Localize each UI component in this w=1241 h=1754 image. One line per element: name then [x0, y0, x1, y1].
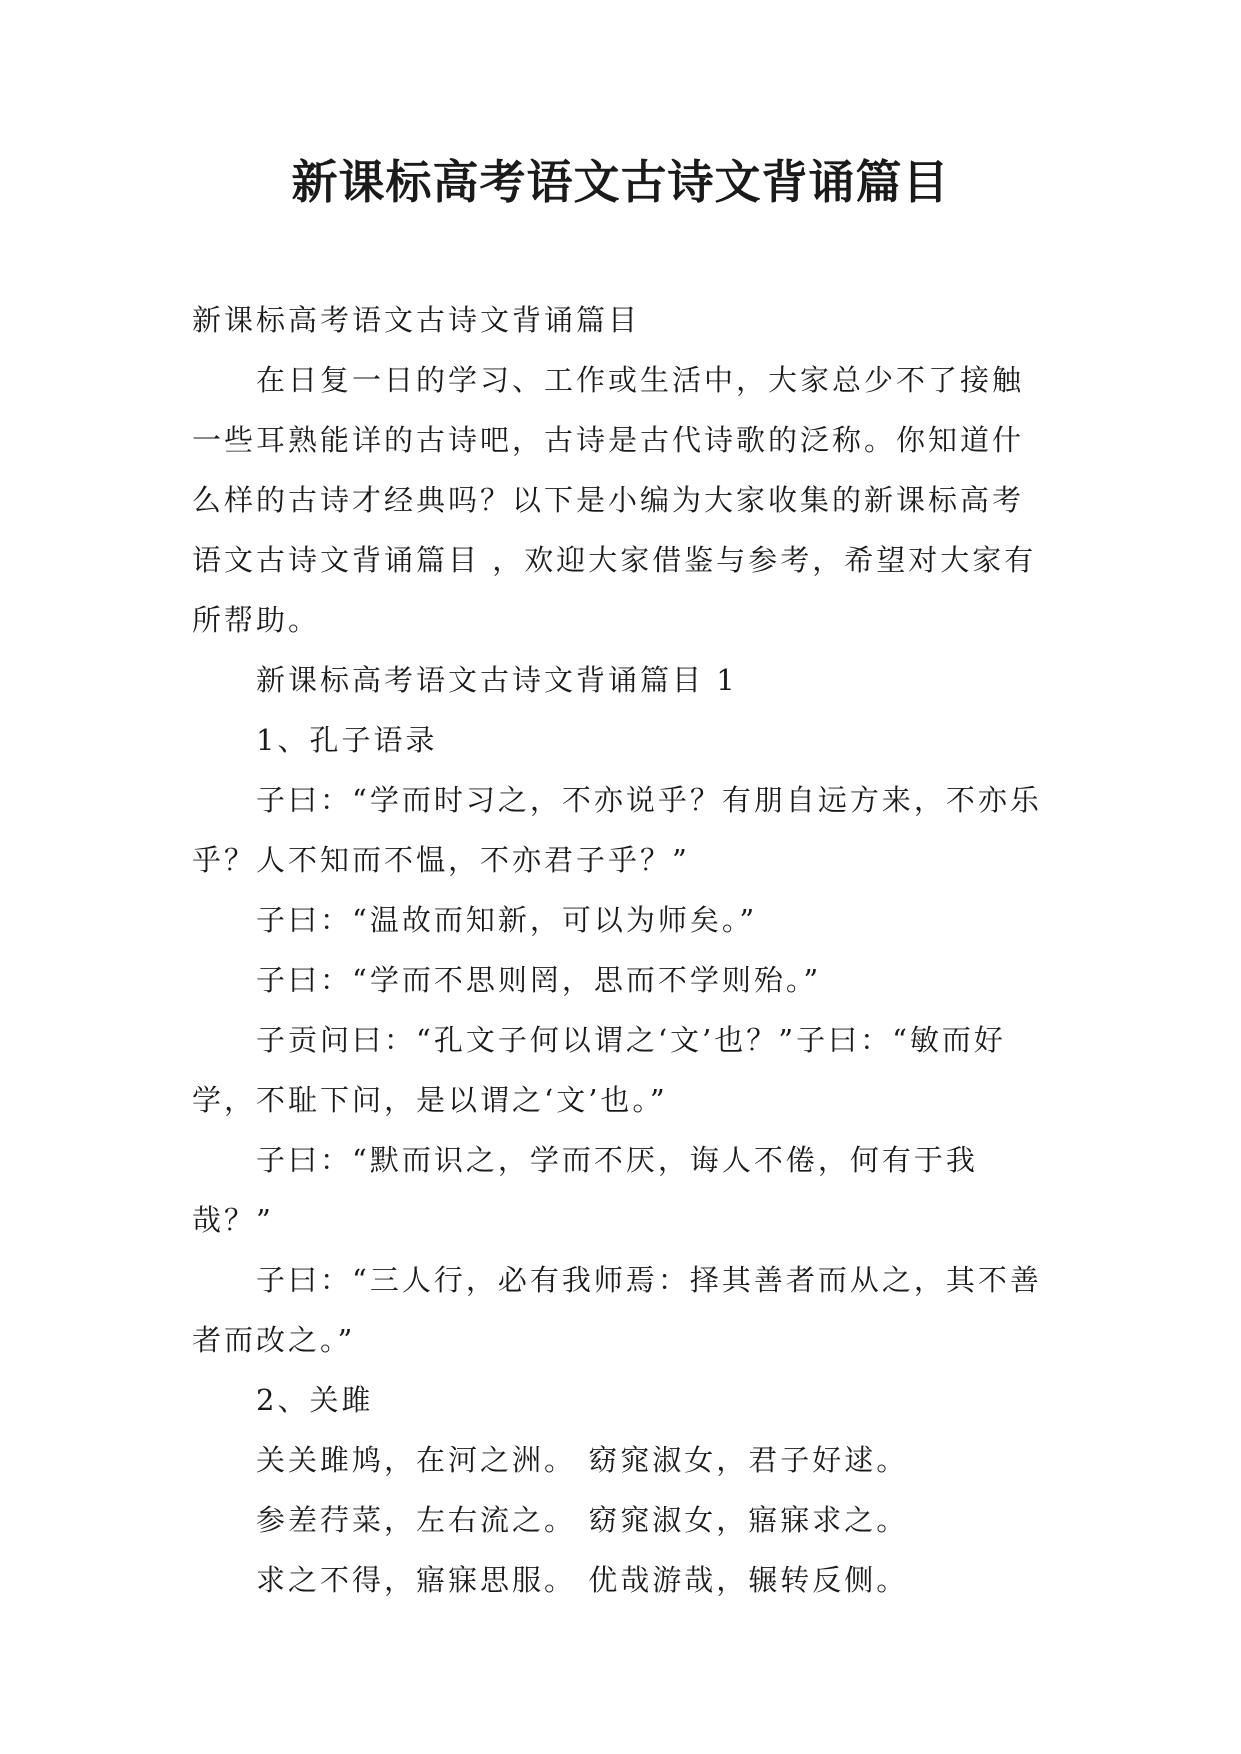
quote-paragraph: 子曰：“三人行，必有我师焉：择其善者而从之，其不善者而改之。”	[192, 1263, 1042, 1357]
item-heading-confucius: 1、孔子语录	[256, 723, 438, 757]
poem-line: 参差荇菜，左右流之。 窈窕淑女，寤寐求之。	[256, 1503, 909, 1537]
quote-paragraph: 子贡问曰：“孔文子何以谓之‘文’也？”子曰：“敏而好学，不耻下问，是以谓之‘文’也。”	[192, 1023, 1006, 1117]
quote-paragraph: 子曰：“学而不思则罔，思而不学则殆。”	[256, 963, 822, 997]
quote-paragraph: 子曰：“默而识之，学而不厌，诲人不倦，何有于我哉？”	[192, 1143, 978, 1237]
item-heading-guanju: 2、关雎	[256, 1383, 374, 1417]
intro-paragraph: 在日复一日的学习、工作或生活中，大家总少不了接触一些耳熟能详的古诗吧，古诗是古代诗歌的泛称。你知道什么样的古诗才经典吗？以下是小编为大家收集的新课标高考语文古诗文背诵篇目 ，欢迎大家借鉴与参考，希望对大家有所帮助。	[192, 363, 1037, 637]
quote-paragraph: 子曰：“温故而知新，可以为师矣。”	[256, 903, 758, 937]
document-body	[192, 290, 1052, 1610]
document-title: 新课标高考语文古诗文背诵篇目	[291, 155, 950, 209]
section-heading: 新课标高考语文古诗文背诵篇目 1	[256, 663, 738, 697]
poem-line: 关关雎鸠，在河之洲。 窈窕淑女，君子好逑。	[256, 1443, 909, 1477]
poem-line: 求之不得，寤寐思服。 优哉游哉，辗转反侧。	[256, 1563, 909, 1597]
quote-paragraph: 子曰：“学而时习之，不亦说乎？有朋自远方来，不亦乐乎？人不知而不愠，不亦君子乎？”	[192, 783, 1042, 877]
subtitle-paragraph: 新课标高考语文古诗文背诵篇目	[192, 303, 641, 337]
